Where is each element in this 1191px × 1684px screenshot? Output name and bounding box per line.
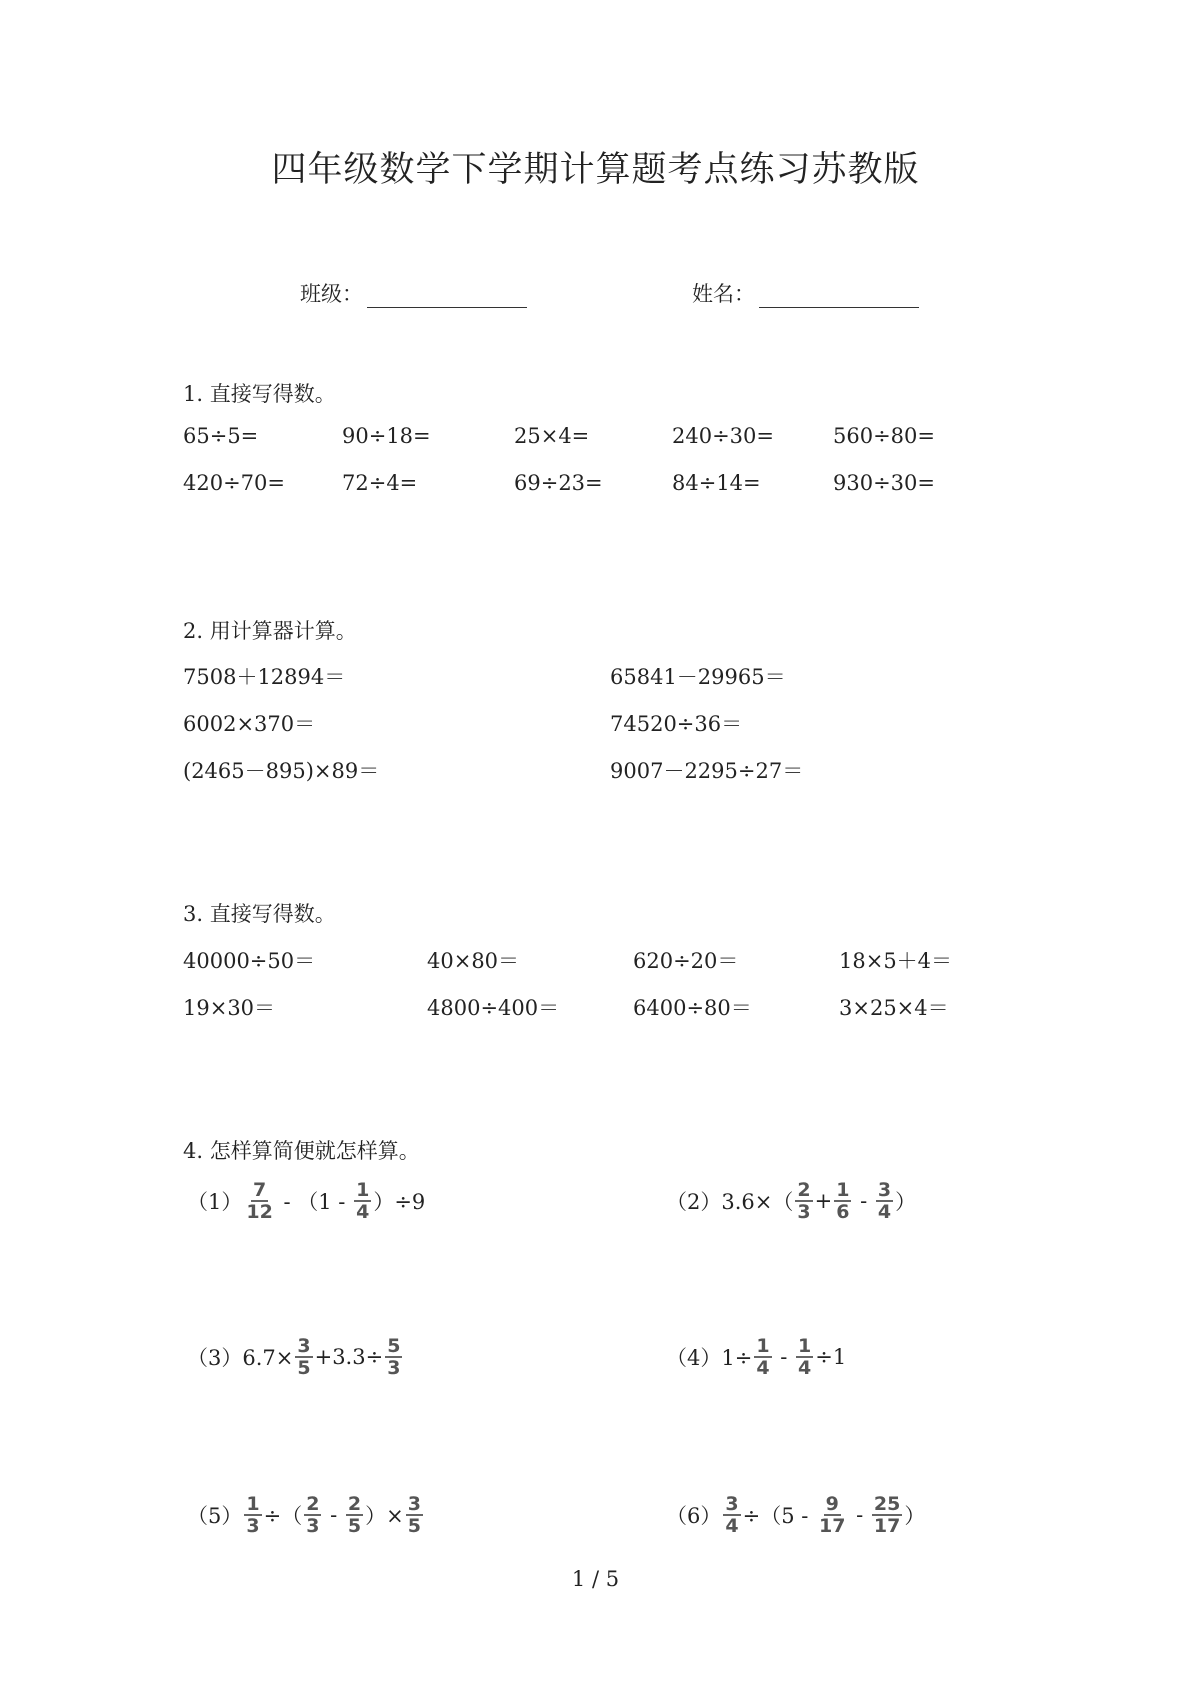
fraction: $\frac{3}{4}$ — [877, 1179, 892, 1223]
q3-item: 18×5＋4＝ — [839, 949, 953, 973]
q4-problem-6: （6） $\frac{3}{4}$ ÷（5 - $\frac{9}{17}$ - $\frac{25}{17}$ ） — [666, 1493, 926, 1537]
q2-item: 9007－2295÷27＝ — [610, 759, 804, 783]
q1-item: 69÷23= — [514, 471, 603, 495]
fraction: $\frac{2}{3}$ — [306, 1493, 320, 1537]
page-title: 四年级数学下学期计算题考点练习苏教版 — [271, 150, 920, 190]
q2-item: (2465－895)×89＝ — [183, 759, 380, 783]
q2-item: 7508＋12894＝ — [183, 665, 346, 689]
q4-problem-2: （2）3.6×（ $\frac{2}{3}$ + $\frac{1}{6}$ - $\frac{3}{4}$ ） — [666, 1179, 917, 1223]
q3-item: 40000÷50＝ — [183, 949, 316, 973]
q2-item: 74520÷36＝ — [610, 712, 743, 736]
q3-item: 620÷20＝ — [633, 949, 739, 973]
fraction: $\frac{1}{6}$ — [836, 1179, 850, 1223]
q1-item: 84÷14= — [672, 471, 761, 495]
fraction: $\frac{7}{12}$ — [246, 1179, 273, 1223]
fraction: $\frac{3}{5}$ — [297, 1335, 311, 1379]
q1-item: 420÷70= — [183, 471, 285, 495]
q1-item: 90÷18= — [342, 424, 431, 448]
q3-item: 40×80＝ — [427, 949, 520, 973]
fraction: $\frac{3}{4}$ — [725, 1493, 739, 1537]
fraction: $\frac{3}{5}$ — [407, 1493, 421, 1537]
fraction: $\frac{5}{3}$ — [387, 1335, 401, 1379]
q1-item: 72÷4= — [342, 471, 418, 495]
q1-item: 240÷30= — [672, 424, 774, 448]
q4-problem-5: （5） $\frac{1}{3}$ ÷（ $\frac{2}{3}$ - $\frac{2}{5}$ ）× $\frac{3}{5}$ — [187, 1493, 421, 1537]
fraction: $\frac{25}{17}$ — [873, 1493, 901, 1537]
fraction: $\frac{1}{4}$ — [798, 1335, 812, 1379]
page-number: 1 / 5 — [571, 1567, 620, 1591]
q2-item: 65841－29965＝ — [610, 665, 786, 689]
q2-title: 2. 用计算器计算。 — [183, 619, 357, 643]
q3-item: 4800÷400＝ — [427, 996, 560, 1020]
q3-item: 19×30＝ — [183, 996, 276, 1020]
q4-problem-1: （1） $\frac{7}{12}$ - （1 - $\frac{1}{4}$ ）÷9 — [187, 1179, 426, 1223]
q1-item: 930÷30= — [833, 471, 935, 495]
class-blank[interactable] — [367, 285, 527, 308]
q1-item: 65÷5= — [183, 424, 259, 448]
fraction: $\frac{1}{4}$ — [356, 1179, 370, 1223]
name-label: 姓名： — [692, 282, 755, 306]
q4-problem-3: （3）6.7× $\frac{3}{5}$ +3.3÷ $\frac{5}{3}$ — [187, 1335, 401, 1379]
fraction: $\frac{2}{3}$ — [797, 1179, 811, 1223]
class-label: 班级： — [300, 282, 363, 306]
name-field — [692, 278, 919, 308]
fraction: $\frac{1}{4}$ — [756, 1335, 770, 1379]
q2-item: 6002×370＝ — [183, 712, 316, 736]
q3-item: 6400÷80＝ — [633, 996, 752, 1020]
class-field — [300, 278, 527, 308]
fraction: $\frac{2}{5}$ — [347, 1493, 362, 1537]
name-blank[interactable] — [759, 285, 919, 308]
q1-title: 1. 直接写得数。 — [183, 382, 336, 406]
q1-item: 560÷80= — [833, 424, 935, 448]
fraction: $\frac{9}{17}$ — [819, 1493, 846, 1537]
q4-problem-4: （4）1÷ $\frac{1}{4}$ - $\frac{1}{4}$ ÷1 — [666, 1335, 847, 1379]
fraction: $\frac{1}{3}$ — [246, 1493, 260, 1537]
q4-title: 4. 怎样算简便就怎样算。 — [183, 1139, 420, 1163]
q3-title: 3. 直接写得数。 — [183, 902, 336, 926]
q3-item: 3×25×4＝ — [839, 996, 949, 1020]
q1-item: 25×4= — [514, 424, 590, 448]
